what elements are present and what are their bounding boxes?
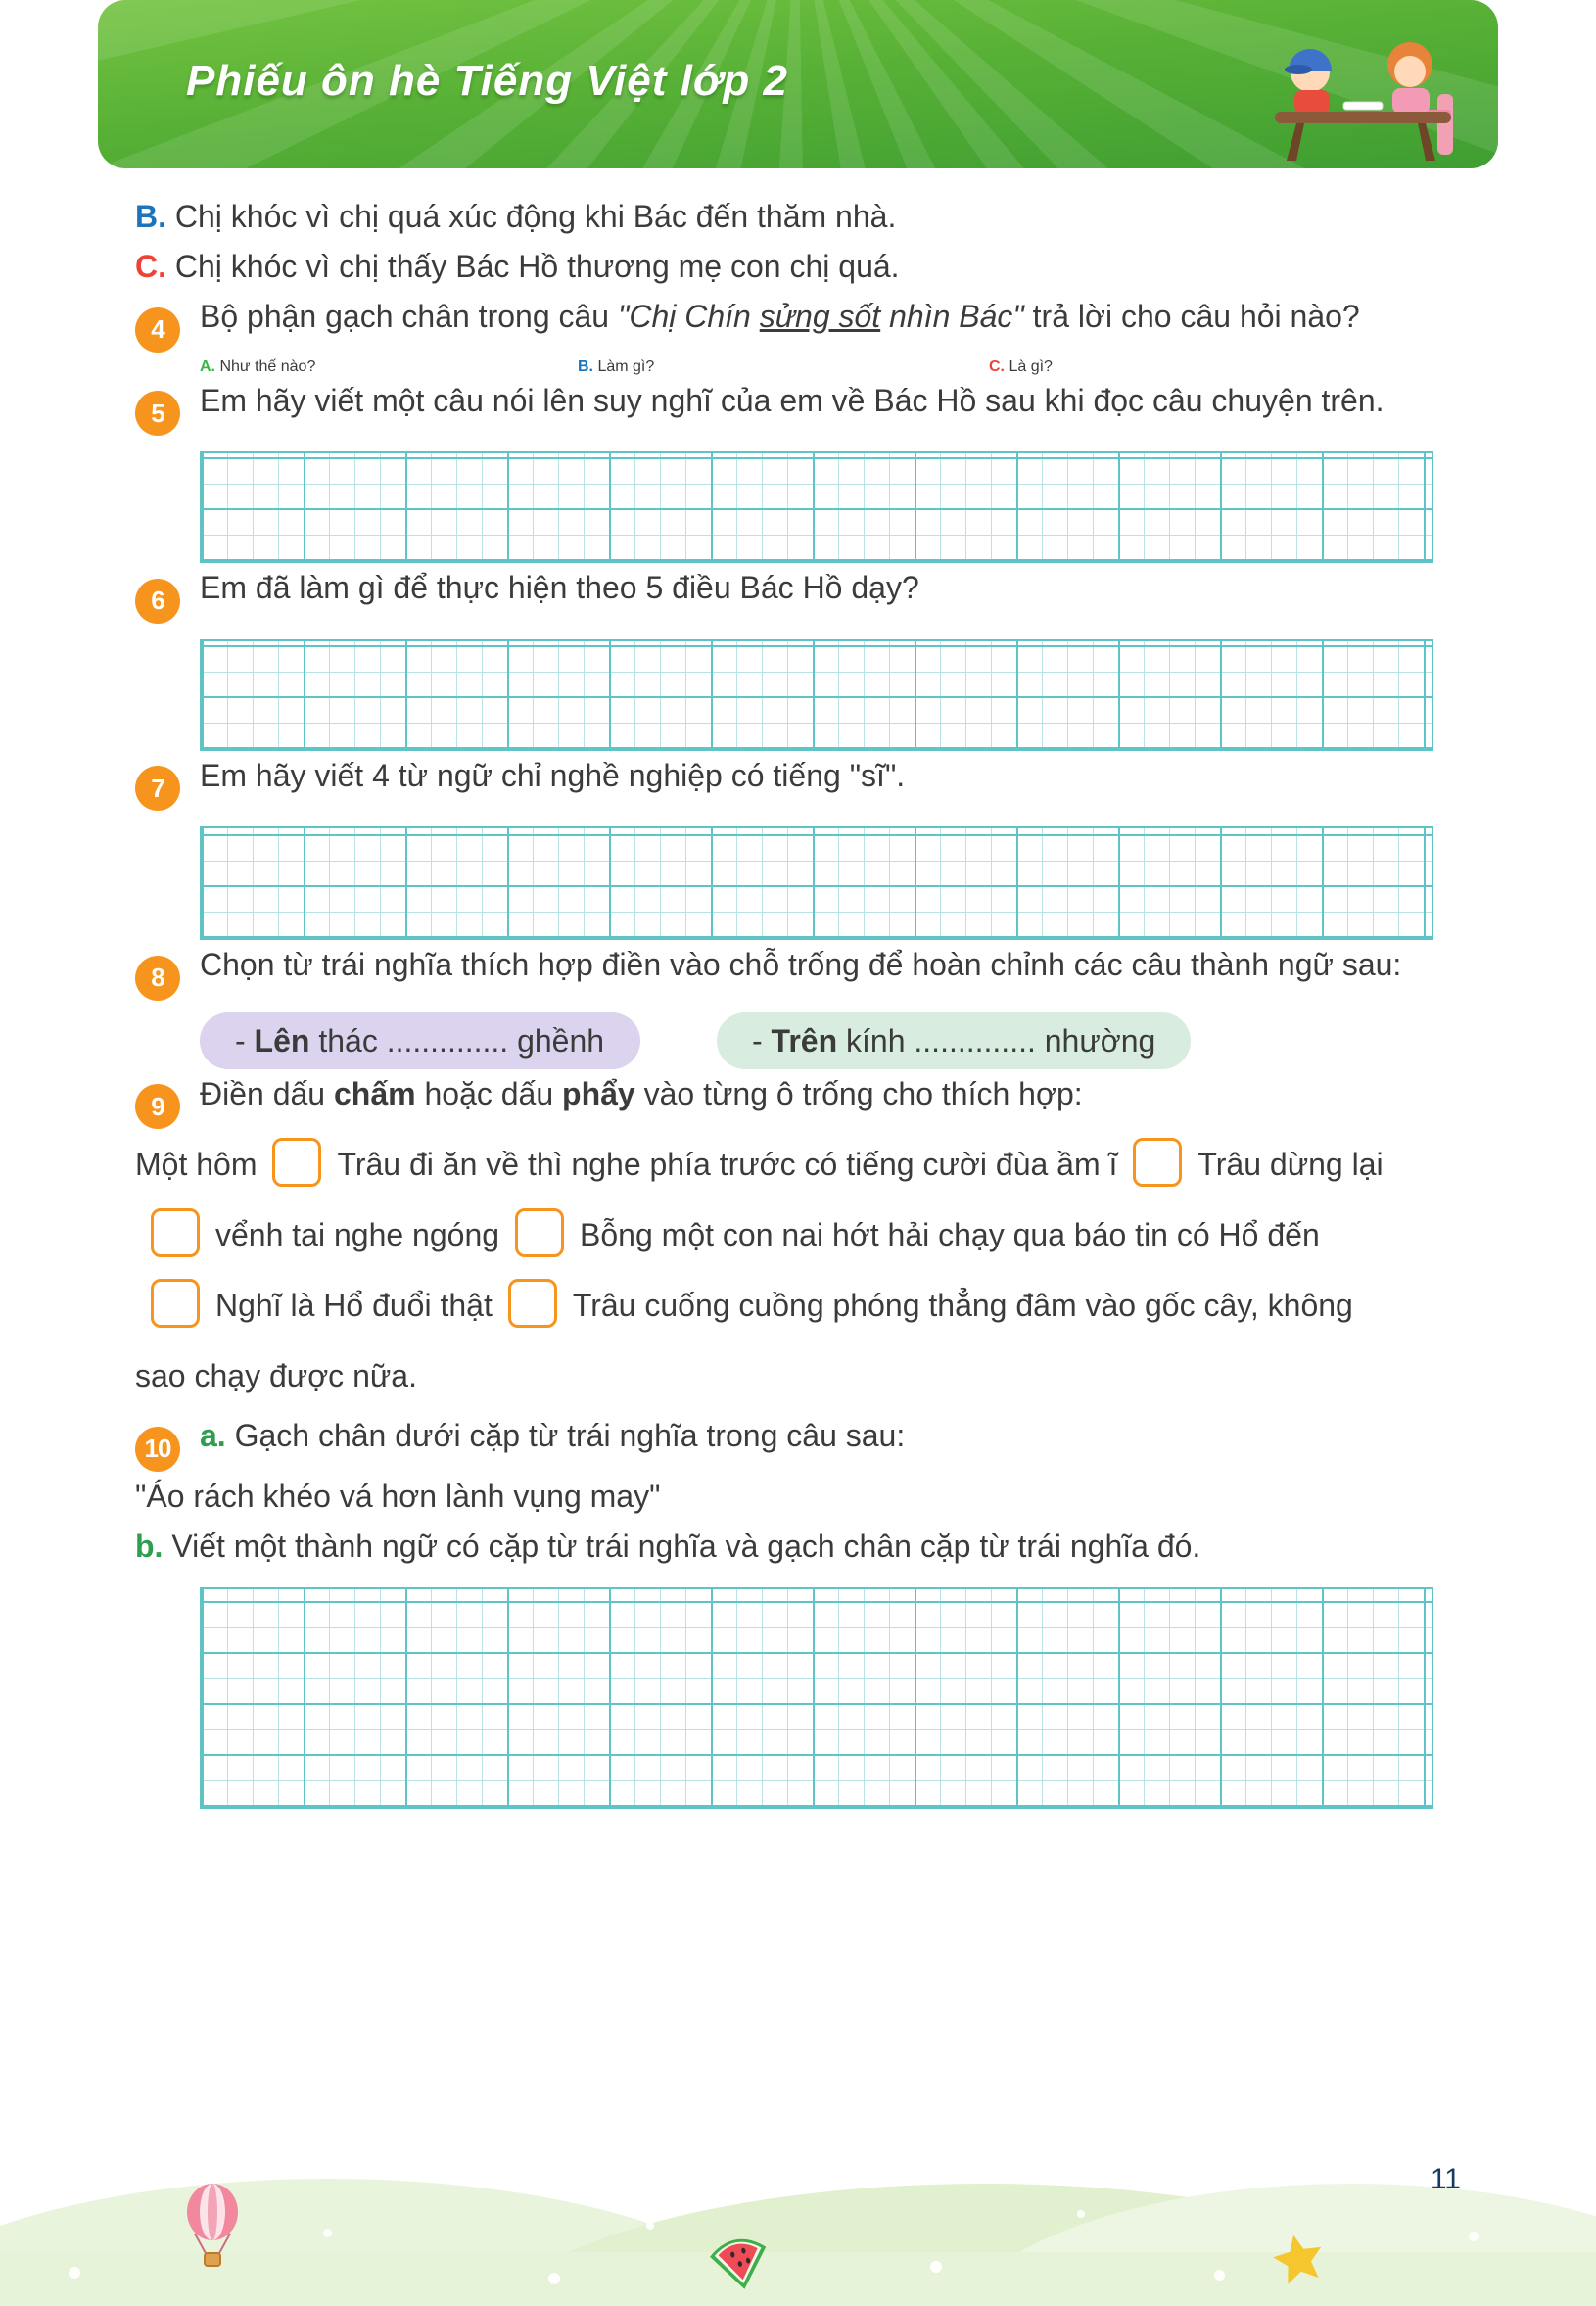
idiom-rest: kính .............. nhường — [837, 1022, 1156, 1059]
option-letter: B. — [578, 357, 593, 375]
question-text: vào từng ô trống cho thích hợp: — [634, 1075, 1083, 1111]
bold-word-phay: phẩy — [562, 1075, 635, 1111]
decor-dot — [323, 2229, 332, 2237]
quote-post: nhìn Bác" — [880, 299, 1024, 334]
option-text: Chị khóc vì chị quá xúc động khi Bác đến thăm nhà. — [174, 199, 897, 234]
q9-passage — [135, 1129, 1388, 1411]
question-8 — [135, 940, 1452, 1001]
option-text: Là gì? — [1009, 357, 1053, 375]
hot-air-balloon-icon — [181, 2183, 244, 2273]
question-text: Em hãy viết 4 từ ngữ chỉ nghề nghiệp có tiếng "sĩ". — [200, 757, 906, 793]
question-text: Chọn từ trái nghĩa thích hợp điền vào chỗ trống để hoàn chỉnh các câu thành ngữ sau: — [200, 947, 1402, 982]
idiom-rest: thác .............. ghềnh — [309, 1022, 605, 1059]
footer-decoration — [0, 2140, 1596, 2306]
question-text: Gạch chân dưới cặp từ trái nghĩa trong câu sau: — [225, 1418, 906, 1453]
watermelon-icon — [706, 2233, 775, 2297]
writing-grid-q7[interactable] — [200, 826, 1433, 940]
idiom-blank-1 — [200, 1012, 640, 1069]
question-9 — [135, 1069, 1452, 1130]
question-10a — [135, 1411, 1452, 1472]
kids-studying-illustration — [1253, 16, 1469, 163]
decor-dot — [548, 2273, 560, 2284]
decor-dot — [1214, 2270, 1225, 2281]
question-text: Em hãy viết một câu nói lên suy nghĩ của em về Bác Hồ sau khi đọc câu chuyện trên. — [200, 382, 1385, 418]
question-number-badge: 8 — [135, 956, 180, 1001]
punctuation-blank-1[interactable] — [272, 1138, 321, 1187]
answer-option-b — [135, 192, 1452, 242]
star-icon — [1268, 2229, 1328, 2287]
question-7 — [135, 751, 1452, 812]
punctuation-blank-6[interactable] — [508, 1279, 557, 1328]
question-number-badge: 5 — [135, 391, 180, 436]
passage-text: Nghĩ là Hổ đuổi thật — [215, 1288, 493, 1323]
option-text: Chị khóc vì chị thấy Bác Hồ thương mẹ con chị quá. — [174, 249, 900, 284]
decor-dot — [930, 2261, 942, 2273]
quote-text: "Áo rách khéo vá hơn lành vụng may" — [135, 1478, 661, 1514]
punctuation-blank-3[interactable] — [151, 1208, 200, 1257]
passage-text: Trâu đi ăn về thì nghe phía trước có tiếng cười đùa ầm ĩ — [337, 1147, 1118, 1182]
option-letter: A. — [200, 357, 215, 375]
bold-word-cham: chấm — [333, 1075, 416, 1111]
option-letter: C. — [135, 249, 166, 284]
sub-label-a: a. — [200, 1418, 226, 1453]
q4-options-row — [200, 358, 1452, 376]
question-5 — [135, 376, 1452, 437]
question-text: Em đã làm gì để thực hiện theo 5 điều Bác Hồ dạy? — [200, 570, 919, 605]
q4-option-c[interactable] — [989, 358, 1053, 376]
question-number-badge: 10 — [135, 1427, 180, 1472]
question-text: Viết một thành ngữ có cặp từ trái nghĩa và gạch chân cặp từ trái nghĩa đó. — [163, 1528, 1201, 1564]
passage-text: Một hôm — [135, 1147, 258, 1182]
question-number-badge: 9 — [135, 1084, 180, 1129]
idiom-dash: - — [235, 1022, 255, 1059]
question-text: Bộ phận gạch chân trong câu — [200, 299, 618, 334]
option-letter: B. — [135, 199, 166, 234]
sub-label-b: b. — [135, 1528, 164, 1564]
q10-quote — [135, 1472, 1452, 1522]
decor-dot — [69, 2267, 80, 2279]
punctuation-blank-2[interactable] — [1133, 1138, 1182, 1187]
idiom-blank-2 — [717, 1012, 1191, 1069]
question-number-badge: 4 — [135, 307, 180, 353]
underlined-phrase: sửng sốt — [759, 299, 881, 334]
option-letter: C. — [989, 357, 1005, 375]
question-text: hoặc dấu — [415, 1075, 563, 1111]
page-title: Phiếu ôn hè Tiếng Việt lớp 2 — [186, 57, 788, 105]
question-10b — [135, 1522, 1452, 1572]
option-text: Như thế nào? — [219, 357, 316, 375]
header-banner — [98, 0, 1498, 168]
question-6 — [135, 563, 1452, 624]
writing-grid-q10[interactable] — [200, 1587, 1433, 1809]
q8-idiom-row — [200, 1012, 1452, 1069]
question-4 — [135, 292, 1452, 353]
worksheet-content — [135, 192, 1452, 1809]
decor-dot — [646, 2222, 654, 2230]
punctuation-blank-5[interactable] — [151, 1279, 200, 1328]
writing-grid-q6[interactable] — [200, 639, 1433, 751]
quote-pre: "Chị Chín — [617, 299, 760, 334]
q4-option-a[interactable] — [200, 358, 578, 376]
question-number-badge: 7 — [135, 766, 180, 811]
decor-dot — [1077, 2210, 1085, 2218]
idiom-bold-word: Trên — [771, 1022, 838, 1059]
idiom-dash: - — [752, 1022, 772, 1059]
q4-option-b[interactable] — [578, 358, 989, 376]
passage-text: vểnh tai nghe ngóng — [215, 1217, 500, 1252]
question-text-tail: trả lời cho câu hỏi nào? — [1023, 299, 1360, 334]
option-text: Làm gì? — [597, 357, 655, 375]
passage-text: Trâu cuống cuồng phóng thẳng đâm vào gốc cây, không sao chạy được nữa. — [135, 1288, 1353, 1393]
idiom-bold-word: Lên — [254, 1022, 310, 1059]
question-text: Điền dấu — [200, 1075, 334, 1111]
decor-dot — [1469, 2232, 1479, 2241]
writing-grid-q5[interactable] — [200, 451, 1433, 563]
passage-text: Bỗng một con nai hớt hải chạy qua báo tin có Hổ đến — [580, 1217, 1320, 1252]
punctuation-blank-4[interactable] — [515, 1208, 564, 1257]
passage-text: Trâu dừng lại — [1197, 1147, 1384, 1182]
answer-option-c — [135, 242, 1452, 292]
quoted-sentence — [618, 299, 1024, 334]
question-number-badge: 6 — [135, 579, 180, 624]
page-number: 11 — [1430, 2163, 1461, 2195]
